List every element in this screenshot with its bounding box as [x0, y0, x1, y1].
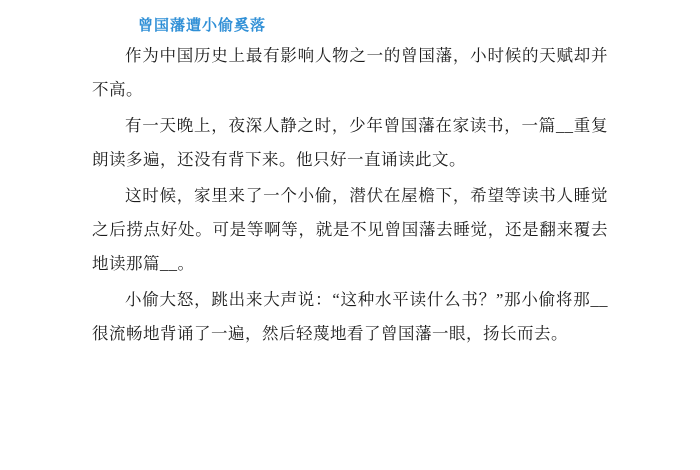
paragraph-1: 作为中国历史上最有影响人物之一的曾国藩，小时候的天赋却并不高。: [92, 46, 608, 99]
page-title: 曾国藩遭小偷奚落: [138, 17, 267, 34]
paragraph-3: 这时候，家里来了一个小偷，潜伏在屋檐下，希望等读书人睡觉之后捞点好处。可是等啊等，就是不见曾国藩去睡觉，还是翻来覆去地读那篇__。: [92, 186, 608, 273]
paragraph-2: 有一天晚上，夜深人静之时，少年曾国藩在家读书，一篇__重复朗读多遍，还没有背下来。他只好一直诵读此文。: [92, 116, 608, 169]
paragraph-4: 小偷大怒，跳出来大声说：“这种水平读什么书？”那小偷将那__很流畅地背诵了一遍，然后轻蔑地看了曾国藩一眼，扬长而去。: [92, 290, 608, 343]
